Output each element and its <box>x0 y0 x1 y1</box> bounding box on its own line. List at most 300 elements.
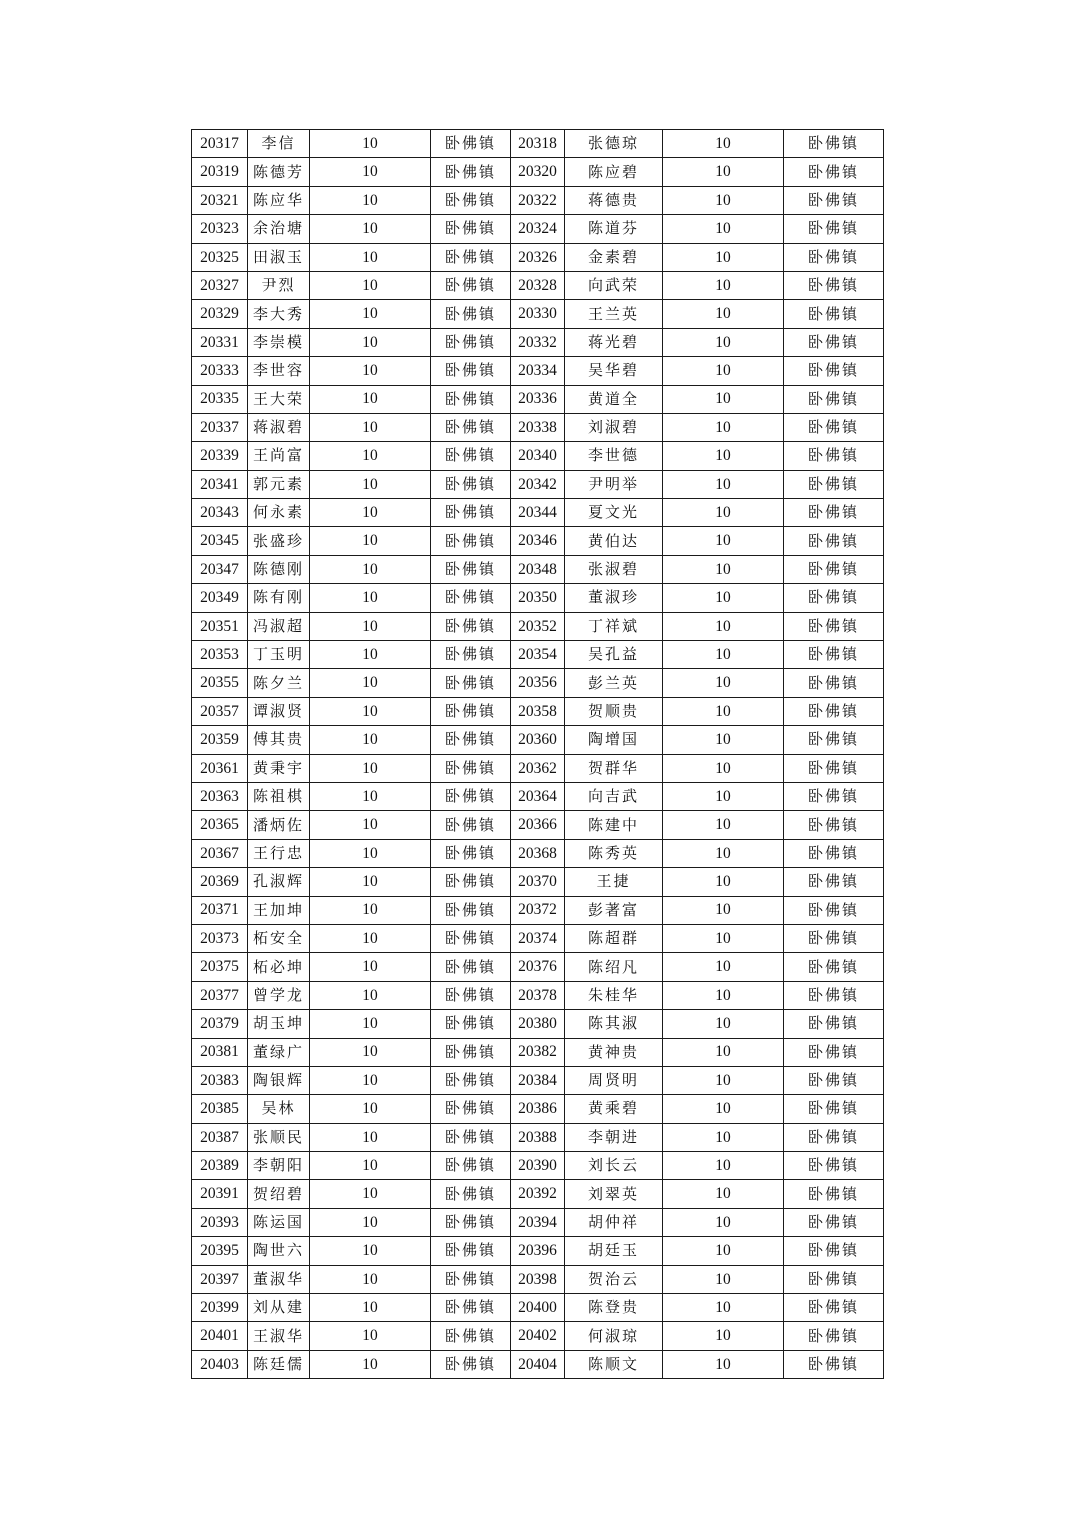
record-number-cell: 20327 <box>192 271 248 299</box>
town-name-cell: 卧佛镇 <box>431 385 511 413</box>
record-number-cell: 20399 <box>192 1294 248 1322</box>
record-number-cell: 20381 <box>192 1038 248 1066</box>
person-name-cell: 陈秀英 <box>565 839 663 867</box>
amount-cell: 10 <box>310 470 431 498</box>
person-name-cell: 陈顺文 <box>565 1350 663 1378</box>
town-name-cell: 卧佛镇 <box>784 527 884 555</box>
amount-cell: 10 <box>663 924 784 952</box>
town-name-cell: 卧佛镇 <box>784 1095 884 1123</box>
town-name-cell: 卧佛镇 <box>431 1350 511 1378</box>
amount-cell: 10 <box>663 186 784 214</box>
amount-cell: 10 <box>310 1237 431 1265</box>
amount-cell: 10 <box>310 754 431 782</box>
table-row <box>192 357 884 385</box>
table-row <box>192 754 884 782</box>
town-name-cell: 卧佛镇 <box>431 555 511 583</box>
amount-cell: 10 <box>663 1123 784 1151</box>
person-name-cell: 李朝阳 <box>248 1152 310 1180</box>
town-name-cell: 卧佛镇 <box>784 584 884 612</box>
record-number-cell: 20377 <box>192 981 248 1009</box>
amount-cell: 10 <box>663 1350 784 1378</box>
person-name-cell: 李崇模 <box>248 328 310 356</box>
person-name-cell: 陈超群 <box>565 924 663 952</box>
table-row <box>192 328 884 356</box>
amount-cell: 10 <box>663 243 784 271</box>
table-row <box>192 527 884 555</box>
person-name-cell: 董淑华 <box>248 1265 310 1293</box>
record-number-cell: 20330 <box>511 300 565 328</box>
amount-cell: 10 <box>663 584 784 612</box>
town-name-cell: 卧佛镇 <box>784 1123 884 1151</box>
person-name-cell: 何永素 <box>248 499 310 527</box>
table-row <box>192 981 884 1009</box>
town-name-cell: 卧佛镇 <box>431 953 511 981</box>
person-name-cell: 陈登贵 <box>565 1294 663 1322</box>
record-number-cell: 20349 <box>192 584 248 612</box>
record-number-cell: 20325 <box>192 243 248 271</box>
person-name-cell: 李世容 <box>248 357 310 385</box>
amount-cell: 10 <box>663 130 784 158</box>
table-row <box>192 385 884 413</box>
table-row <box>192 868 884 896</box>
record-number-cell: 20392 <box>511 1180 565 1208</box>
table-row <box>192 1123 884 1151</box>
amount-cell: 10 <box>663 1180 784 1208</box>
table-row <box>192 584 884 612</box>
table-row <box>192 215 884 243</box>
town-name-cell: 卧佛镇 <box>431 442 511 470</box>
amount-cell: 10 <box>663 782 784 810</box>
person-name-cell: 刘从建 <box>248 1294 310 1322</box>
amount-cell: 10 <box>663 953 784 981</box>
record-number-cell: 20400 <box>511 1294 565 1322</box>
town-name-cell: 卧佛镇 <box>431 1095 511 1123</box>
record-number-cell: 20395 <box>192 1237 248 1265</box>
person-name-cell: 陈绍凡 <box>565 953 663 981</box>
person-name-cell: 吴林 <box>248 1095 310 1123</box>
table-row <box>192 470 884 498</box>
record-number-cell: 20397 <box>192 1265 248 1293</box>
town-name-cell: 卧佛镇 <box>784 1265 884 1293</box>
person-name-cell: 傅其贵 <box>248 726 310 754</box>
person-name-cell: 贺顺贵 <box>565 697 663 725</box>
record-number-cell: 20339 <box>192 442 248 470</box>
person-name-cell: 黄神贵 <box>565 1038 663 1066</box>
town-name-cell: 卧佛镇 <box>431 527 511 555</box>
town-name-cell: 卧佛镇 <box>431 726 511 754</box>
amount-cell: 10 <box>663 726 784 754</box>
record-number-cell: 20383 <box>192 1066 248 1094</box>
town-name-cell: 卧佛镇 <box>784 1180 884 1208</box>
town-name-cell: 卧佛镇 <box>431 811 511 839</box>
table-row <box>192 300 884 328</box>
table-row <box>192 726 884 754</box>
amount-cell: 10 <box>663 754 784 782</box>
record-number-cell: 20347 <box>192 555 248 583</box>
person-name-cell: 刘长云 <box>565 1152 663 1180</box>
amount-cell: 10 <box>663 641 784 669</box>
town-name-cell: 卧佛镇 <box>431 186 511 214</box>
record-number-cell: 20393 <box>192 1208 248 1236</box>
town-name-cell: 卧佛镇 <box>431 839 511 867</box>
amount-cell: 10 <box>663 300 784 328</box>
record-number-cell: 20342 <box>511 470 565 498</box>
record-number-cell: 20386 <box>511 1095 565 1123</box>
table-row <box>192 953 884 981</box>
person-name-cell: 陶增国 <box>565 726 663 754</box>
person-name-cell: 郭元素 <box>248 470 310 498</box>
person-name-cell: 刘淑碧 <box>565 413 663 441</box>
record-number-cell: 20364 <box>511 782 565 810</box>
town-name-cell: 卧佛镇 <box>431 641 511 669</box>
amount-cell: 10 <box>310 1265 431 1293</box>
table-row <box>192 1180 884 1208</box>
record-number-cell: 20323 <box>192 215 248 243</box>
person-name-cell: 吴孔益 <box>565 641 663 669</box>
amount-cell: 10 <box>310 1208 431 1236</box>
person-name-cell: 黄秉宇 <box>248 754 310 782</box>
amount-cell: 10 <box>310 953 431 981</box>
record-number-cell: 20337 <box>192 413 248 441</box>
person-name-cell: 陈应华 <box>248 186 310 214</box>
record-number-cell: 20356 <box>511 669 565 697</box>
person-name-cell: 黄乘碧 <box>565 1095 663 1123</box>
person-name-cell: 陈廷儒 <box>248 1350 310 1378</box>
amount-cell: 10 <box>310 896 431 924</box>
amount-cell: 10 <box>310 839 431 867</box>
amount-cell: 10 <box>663 1208 784 1236</box>
town-name-cell: 卧佛镇 <box>784 442 884 470</box>
town-name-cell: 卧佛镇 <box>784 1152 884 1180</box>
amount-cell: 10 <box>310 442 431 470</box>
town-name-cell: 卧佛镇 <box>784 1294 884 1322</box>
amount-cell: 10 <box>310 1010 431 1038</box>
town-name-cell: 卧佛镇 <box>431 1123 511 1151</box>
person-name-cell: 张顺民 <box>248 1123 310 1151</box>
amount-cell: 10 <box>310 215 431 243</box>
amount-cell: 10 <box>310 1123 431 1151</box>
town-name-cell: 卧佛镇 <box>431 612 511 640</box>
person-name-cell: 陈运国 <box>248 1208 310 1236</box>
amount-cell: 10 <box>310 499 431 527</box>
person-name-cell: 王淑华 <box>248 1322 310 1350</box>
person-name-cell: 黄道全 <box>565 385 663 413</box>
town-name-cell: 卧佛镇 <box>784 1350 884 1378</box>
town-name-cell: 卧佛镇 <box>431 1237 511 1265</box>
table-row <box>192 896 884 924</box>
person-name-cell: 蒋德贵 <box>565 186 663 214</box>
town-name-cell: 卧佛镇 <box>784 413 884 441</box>
person-name-cell: 胡玉坤 <box>248 1010 310 1038</box>
person-name-cell: 王行忠 <box>248 839 310 867</box>
person-name-cell: 向武荣 <box>565 271 663 299</box>
town-name-cell: 卧佛镇 <box>431 1038 511 1066</box>
person-name-cell: 王捷 <box>565 868 663 896</box>
amount-cell: 10 <box>310 782 431 810</box>
amount-cell: 10 <box>663 896 784 924</box>
record-number-cell: 20328 <box>511 271 565 299</box>
record-number-cell: 20346 <box>511 527 565 555</box>
town-name-cell: 卧佛镇 <box>784 924 884 952</box>
town-name-cell: 卧佛镇 <box>784 555 884 583</box>
town-name-cell: 卧佛镇 <box>431 981 511 1009</box>
amount-cell: 10 <box>310 669 431 697</box>
record-number-cell: 20332 <box>511 328 565 356</box>
record-number-cell: 20344 <box>511 499 565 527</box>
record-number-cell: 20333 <box>192 357 248 385</box>
town-name-cell: 卧佛镇 <box>784 1066 884 1094</box>
person-name-cell: 陈有刚 <box>248 584 310 612</box>
table-row <box>192 442 884 470</box>
table-row <box>192 1322 884 1350</box>
record-number-cell: 20343 <box>192 499 248 527</box>
town-name-cell: 卧佛镇 <box>784 271 884 299</box>
table-row <box>192 669 884 697</box>
town-name-cell: 卧佛镇 <box>431 1152 511 1180</box>
person-name-cell: 柘安全 <box>248 924 310 952</box>
record-number-cell: 20371 <box>192 896 248 924</box>
table-row <box>192 1152 884 1180</box>
amount-cell: 10 <box>310 1294 431 1322</box>
amount-cell: 10 <box>310 726 431 754</box>
amount-cell: 10 <box>310 186 431 214</box>
person-name-cell: 尹烈 <box>248 271 310 299</box>
person-name-cell: 李朝进 <box>565 1123 663 1151</box>
person-name-cell: 彭著富 <box>565 896 663 924</box>
person-name-cell: 王加坤 <box>248 896 310 924</box>
amount-cell: 10 <box>663 1237 784 1265</box>
person-name-cell: 丁玉明 <box>248 641 310 669</box>
person-name-cell: 陈应碧 <box>565 158 663 186</box>
record-number-cell: 20331 <box>192 328 248 356</box>
record-number-cell: 20379 <box>192 1010 248 1038</box>
record-number-cell: 20404 <box>511 1350 565 1378</box>
record-number-cell: 20363 <box>192 782 248 810</box>
amount-cell: 10 <box>663 158 784 186</box>
town-name-cell: 卧佛镇 <box>431 1294 511 1322</box>
town-name-cell: 卧佛镇 <box>431 754 511 782</box>
town-name-cell: 卧佛镇 <box>431 243 511 271</box>
person-name-cell: 金素碧 <box>565 243 663 271</box>
record-number-cell: 20382 <box>511 1038 565 1066</box>
record-number-cell: 20351 <box>192 612 248 640</box>
record-number-cell: 20341 <box>192 470 248 498</box>
town-name-cell: 卧佛镇 <box>784 186 884 214</box>
person-name-cell: 王兰英 <box>565 300 663 328</box>
town-name-cell: 卧佛镇 <box>784 697 884 725</box>
roster-table <box>191 129 884 1379</box>
amount-cell: 10 <box>310 1038 431 1066</box>
amount-cell: 10 <box>310 158 431 186</box>
amount-cell: 10 <box>310 413 431 441</box>
record-number-cell: 20391 <box>192 1180 248 1208</box>
amount-cell: 10 <box>310 612 431 640</box>
record-number-cell: 20326 <box>511 243 565 271</box>
table-row <box>192 130 884 158</box>
amount-cell: 10 <box>310 527 431 555</box>
person-name-cell: 胡廷玉 <box>565 1237 663 1265</box>
record-number-cell: 20366 <box>511 811 565 839</box>
record-number-cell: 20338 <box>511 413 565 441</box>
amount-cell: 10 <box>663 470 784 498</box>
amount-cell: 10 <box>310 1095 431 1123</box>
record-number-cell: 20360 <box>511 726 565 754</box>
person-name-cell: 李大秀 <box>248 300 310 328</box>
table-row <box>192 1010 884 1038</box>
town-name-cell: 卧佛镇 <box>431 130 511 158</box>
person-name-cell: 陈建中 <box>565 811 663 839</box>
person-name-cell: 张淑碧 <box>565 555 663 583</box>
town-name-cell: 卧佛镇 <box>431 697 511 725</box>
record-number-cell: 20373 <box>192 924 248 952</box>
amount-cell: 10 <box>310 328 431 356</box>
record-number-cell: 20335 <box>192 385 248 413</box>
record-number-cell: 20357 <box>192 697 248 725</box>
record-number-cell: 20394 <box>511 1208 565 1236</box>
town-name-cell: 卧佛镇 <box>784 243 884 271</box>
town-name-cell: 卧佛镇 <box>431 669 511 697</box>
town-name-cell: 卧佛镇 <box>431 215 511 243</box>
amount-cell: 10 <box>663 215 784 243</box>
town-name-cell: 卧佛镇 <box>784 357 884 385</box>
town-name-cell: 卧佛镇 <box>784 215 884 243</box>
town-name-cell: 卧佛镇 <box>431 584 511 612</box>
amount-cell: 10 <box>310 584 431 612</box>
person-name-cell: 柘必坤 <box>248 953 310 981</box>
town-name-cell: 卧佛镇 <box>784 1010 884 1038</box>
amount-cell: 10 <box>663 499 784 527</box>
record-number-cell: 20324 <box>511 215 565 243</box>
table-row <box>192 612 884 640</box>
record-number-cell: 20372 <box>511 896 565 924</box>
person-name-cell: 向吉武 <box>565 782 663 810</box>
person-name-cell: 孔淑辉 <box>248 868 310 896</box>
person-name-cell: 黄伯达 <box>565 527 663 555</box>
person-name-cell: 吴华碧 <box>565 357 663 385</box>
town-name-cell: 卧佛镇 <box>784 754 884 782</box>
record-number-cell: 20398 <box>511 1265 565 1293</box>
town-name-cell: 卧佛镇 <box>784 641 884 669</box>
person-name-cell: 贺群华 <box>565 754 663 782</box>
record-number-cell: 20385 <box>192 1095 248 1123</box>
record-number-cell: 20353 <box>192 641 248 669</box>
roster-body <box>192 130 884 1379</box>
amount-cell: 10 <box>310 1152 431 1180</box>
record-number-cell: 20403 <box>192 1350 248 1378</box>
record-number-cell: 20317 <box>192 130 248 158</box>
amount-cell: 10 <box>310 641 431 669</box>
record-number-cell: 20375 <box>192 953 248 981</box>
amount-cell: 10 <box>310 243 431 271</box>
person-name-cell: 谭淑贤 <box>248 697 310 725</box>
record-number-cell: 20402 <box>511 1322 565 1350</box>
person-name-cell: 董绿广 <box>248 1038 310 1066</box>
record-number-cell: 20319 <box>192 158 248 186</box>
town-name-cell: 卧佛镇 <box>431 896 511 924</box>
amount-cell: 10 <box>663 697 784 725</box>
record-number-cell: 20348 <box>511 555 565 583</box>
record-number-cell: 20374 <box>511 924 565 952</box>
person-name-cell: 张盛珍 <box>248 527 310 555</box>
town-name-cell: 卧佛镇 <box>784 470 884 498</box>
person-name-cell: 陈其淑 <box>565 1010 663 1038</box>
table-row <box>192 1237 884 1265</box>
amount-cell: 10 <box>663 357 784 385</box>
record-number-cell: 20387 <box>192 1123 248 1151</box>
amount-cell: 10 <box>310 1322 431 1350</box>
person-name-cell: 蒋淑碧 <box>248 413 310 441</box>
table-row <box>192 1208 884 1236</box>
town-name-cell: 卧佛镇 <box>431 1265 511 1293</box>
person-name-cell: 张德琼 <box>565 130 663 158</box>
town-name-cell: 卧佛镇 <box>431 924 511 952</box>
amount-cell: 10 <box>310 697 431 725</box>
amount-cell: 10 <box>310 1180 431 1208</box>
table-row <box>192 641 884 669</box>
amount-cell: 10 <box>663 442 784 470</box>
record-number-cell: 20354 <box>511 641 565 669</box>
record-number-cell: 20321 <box>192 186 248 214</box>
town-name-cell: 卧佛镇 <box>431 1180 511 1208</box>
record-number-cell: 20359 <box>192 726 248 754</box>
person-name-cell: 蒋光碧 <box>565 328 663 356</box>
table-row <box>192 499 884 527</box>
person-name-cell: 冯淑超 <box>248 612 310 640</box>
town-name-cell: 卧佛镇 <box>784 499 884 527</box>
record-number-cell: 20361 <box>192 754 248 782</box>
person-name-cell: 李信 <box>248 130 310 158</box>
amount-cell: 10 <box>663 868 784 896</box>
table-row <box>192 782 884 810</box>
amount-cell: 10 <box>663 1265 784 1293</box>
amount-cell: 10 <box>663 527 784 555</box>
record-number-cell: 20384 <box>511 1066 565 1094</box>
record-number-cell: 20378 <box>511 981 565 1009</box>
person-name-cell: 田淑玉 <box>248 243 310 271</box>
record-number-cell: 20365 <box>192 811 248 839</box>
amount-cell: 10 <box>310 981 431 1009</box>
table-row <box>192 811 884 839</box>
town-name-cell: 卧佛镇 <box>784 328 884 356</box>
person-name-cell: 董淑珍 <box>565 584 663 612</box>
record-number-cell: 20380 <box>511 1010 565 1038</box>
amount-cell: 10 <box>310 130 431 158</box>
person-name-cell: 陈夕兰 <box>248 669 310 697</box>
person-name-cell: 陈道芬 <box>565 215 663 243</box>
amount-cell: 10 <box>663 555 784 583</box>
record-number-cell: 20396 <box>511 1237 565 1265</box>
amount-cell: 10 <box>663 271 784 299</box>
record-number-cell: 20368 <box>511 839 565 867</box>
table-row <box>192 243 884 271</box>
town-name-cell: 卧佛镇 <box>784 1322 884 1350</box>
amount-cell: 10 <box>663 1066 784 1094</box>
person-name-cell: 陶世六 <box>248 1237 310 1265</box>
table-row <box>192 158 884 186</box>
person-name-cell: 贺绍碧 <box>248 1180 310 1208</box>
person-name-cell: 朱桂华 <box>565 981 663 1009</box>
amount-cell: 10 <box>310 868 431 896</box>
amount-cell: 10 <box>310 385 431 413</box>
record-number-cell: 20362 <box>511 754 565 782</box>
town-name-cell: 卧佛镇 <box>431 328 511 356</box>
town-name-cell: 卧佛镇 <box>784 726 884 754</box>
town-name-cell: 卧佛镇 <box>431 1208 511 1236</box>
town-name-cell: 卧佛镇 <box>431 1322 511 1350</box>
record-number-cell: 20358 <box>511 697 565 725</box>
town-name-cell: 卧佛镇 <box>784 811 884 839</box>
person-name-cell: 陈德刚 <box>248 555 310 583</box>
